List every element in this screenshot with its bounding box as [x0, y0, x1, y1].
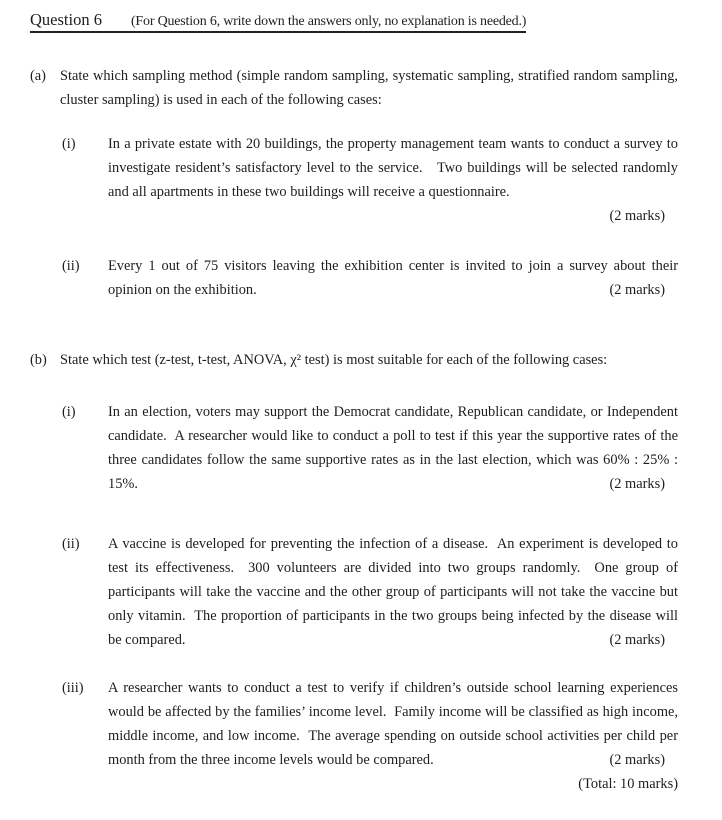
part-a-item-i	[62, 132, 678, 228]
part-a-intro-row	[30, 64, 678, 112]
part-b	[30, 348, 678, 772]
part-b-item-iii-text-wrap	[108, 676, 678, 772]
part-a-item-i-body	[108, 132, 678, 228]
question-header-underline	[30, 10, 527, 33]
part-b-item-i-marks: (2 marks)	[609, 476, 665, 492]
part-b-item-i	[62, 400, 678, 496]
part-b-intro: State which test (z-test, t-test, ANOVA, χ² test) is most suitable for each of the following cases:	[60, 352, 608, 368]
part-b-intro-row	[30, 348, 678, 372]
part-a-item-ii-label: (ii)	[62, 258, 80, 274]
question-instruction: (For Question 6, write down the answers only, no explanation is needed.)	[130, 14, 527, 29]
part-b-item-ii-text-wrap	[108, 532, 678, 652]
part-b-item-i-text-wrap	[108, 400, 678, 496]
part-b-item-ii-body	[108, 532, 678, 652]
part-a-item-ii-text: Every 1 out of 75 visitors leaving the exhibition center is invited to join a survey about their opinion on the exhibition.	[108, 258, 678, 298]
part-b-item-ii-marks: (2 marks)	[609, 632, 665, 648]
question-number: Question 6	[30, 10, 102, 29]
part-b-item-i-body	[108, 400, 678, 496]
question-header	[30, 8, 678, 34]
total-marks: (Total: 10 marks)	[578, 776, 678, 792]
part-b-label: (b)	[30, 352, 47, 368]
part-b-item-iii	[62, 676, 678, 772]
part-a-item-ii	[62, 254, 678, 302]
part-b-item-ii	[62, 532, 678, 652]
part-b-item-i-text: In an election, voters may support the Democrat candidate, Republican candidate, or Independent candidate. A researcher would like to conduct a poll to test if this year the supportive rates of the three candidates follow the same supportive rates as in the last election, which was 60% : 25% : 15%.	[108, 404, 678, 492]
part-b-item-iii-label: (iii)	[62, 680, 84, 696]
part-a-item-ii-text-wrap	[108, 254, 678, 302]
part-a-label: (a)	[30, 68, 46, 84]
part-b-item-ii-label: (ii)	[62, 536, 80, 552]
part-a-item-ii-marks: (2 marks)	[609, 282, 665, 298]
part-a-intro: State which sampling method (simple random sampling, systematic sampling, stratified random sampling, cluster sampling) is used in each of the following cases:	[60, 68, 678, 108]
part-b-item-i-label: (i)	[62, 404, 76, 420]
part-a	[30, 64, 678, 302]
part-a-item-i-marks: (2 marks)	[609, 208, 665, 224]
part-a-item-ii-body	[108, 254, 678, 302]
part-b-item-iii-body	[108, 676, 678, 772]
part-b-item-iii-marks: (2 marks)	[609, 752, 665, 768]
part-b-item-iii-text: A researcher wants to conduct a test to verify if children’s outside school learning experiences would be affected by the families’ income level. Family income will be classified as high income, middle income, and low income. The average spending on outside school activities per child per month from the three income levels would be compared.	[108, 680, 678, 768]
part-a-item-i-text: In a private estate with 20 buildings, the property management team wants to conduct a survey to investigate resident’s satisfactory level to the service. Two buildings will be selected randomly and all apartments in these two buildings will receive a questionnaire.	[108, 136, 678, 200]
part-a-item-i-label: (i)	[62, 136, 76, 152]
part-b-item-ii-text: A vaccine is developed for preventing the infection of a disease. An experiment is developed to test its effectiveness. 300 volunteers are divided into two groups randomly. One group of participants will take the vaccine and the other group of participants will not take the vaccine but only vitamin. The proportion of participants in the two groups being infected by the disease will be compared.	[108, 536, 678, 648]
